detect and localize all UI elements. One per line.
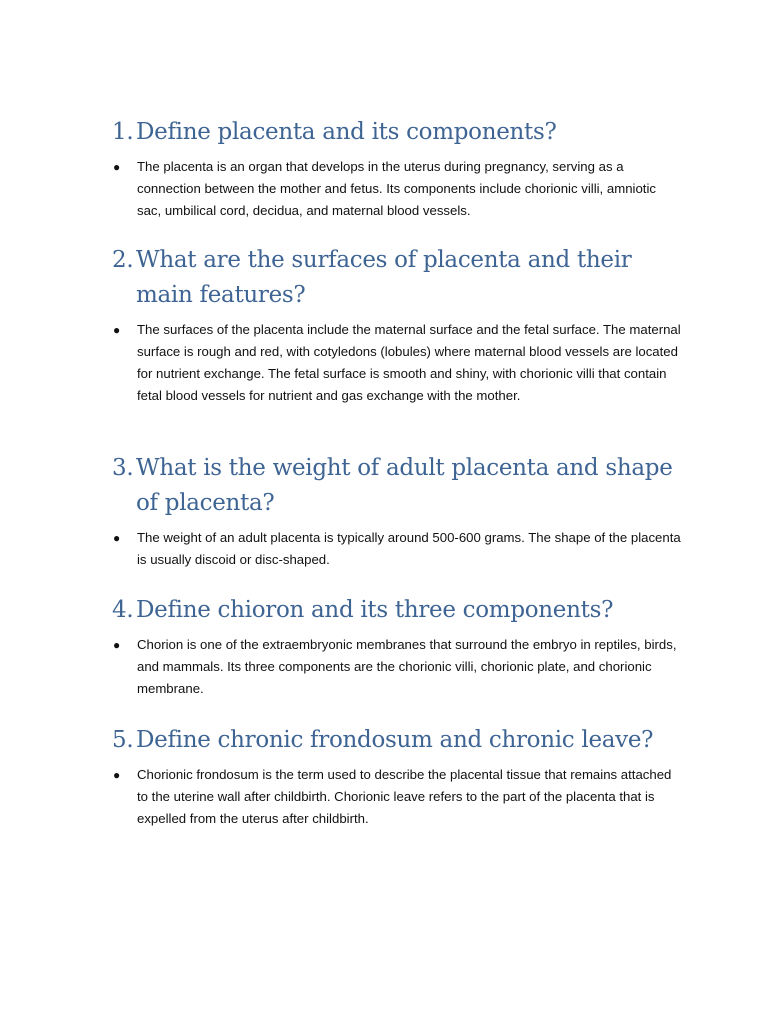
answer-text: Chorion is one of the extraembryonic membranes that surround the embryo in reptiles, birds, and mammals. Its three components are the chorionic villi, chorionic plate, and chorionic membrane. [137,637,677,696]
question-number: 1. [112,119,134,145]
qa-item-3 [112,451,682,571]
answer-bullet [112,527,682,571]
question-text: What is the weight of adult placenta and shape of placenta? [136,455,673,516]
question-heading [112,451,682,521]
answer-text: The surfaces of the placenta include the maternal surface and the fetal surface. The maternal surface is rough and red, with cotyledons (lobules) where maternal blood vessels are located for nutrient exchange. The fetal surface is smooth and shiny, with chorionic villi that contain fetal blood vessels for nutrient and gas exchange with the mother. [137,322,681,403]
answer-text: The placenta is an organ that develops in the uterus during pregnancy, serving as a connection between the mother and fetus. Its components include chorionic villi, amniotic sac, umbilical cord, decidua, and maternal blood vessels. [137,159,656,218]
bullet-icon: ● [113,638,121,652]
question-heading [112,243,682,313]
answer-bullet [112,319,682,407]
answer-bullet [112,764,682,830]
qa-item-1 [112,115,682,222]
bullet-icon: ● [113,160,121,174]
question-text: What are the surfaces of placenta and their main features? [136,247,632,308]
qa-item-5 [112,723,682,830]
question-heading [112,723,682,758]
question-text: Define chronic frondosum and chronic leave? [136,727,654,753]
question-number: 5. [112,727,134,753]
question-number: 2. [112,247,134,273]
bullet-icon: ● [113,531,121,545]
qa-item-2 [112,243,682,407]
qa-item-4 [112,593,682,700]
question-text: Define chioron and its three components? [136,597,614,623]
question-number: 3. [112,455,134,481]
answer-bullet [112,156,682,222]
question-number: 4. [112,597,134,623]
question-heading [112,593,682,628]
question-heading [112,115,682,150]
answer-bullet [112,634,682,700]
answer-text: Chorionic frondosum is the term used to describe the placental tissue that remains attached to the uterine wall after childbirth. Chorionic leave refers to the part of the placenta that is expelled from the uterus after childbirth. [137,767,672,826]
question-text: Define placenta and its components? [136,119,557,145]
bullet-icon: ● [113,323,121,337]
answer-text: The weight of an adult placenta is typically around 500-600 grams. The shape of the placenta is usually discoid or disc-shaped. [137,530,681,567]
bullet-icon: ● [113,768,121,782]
